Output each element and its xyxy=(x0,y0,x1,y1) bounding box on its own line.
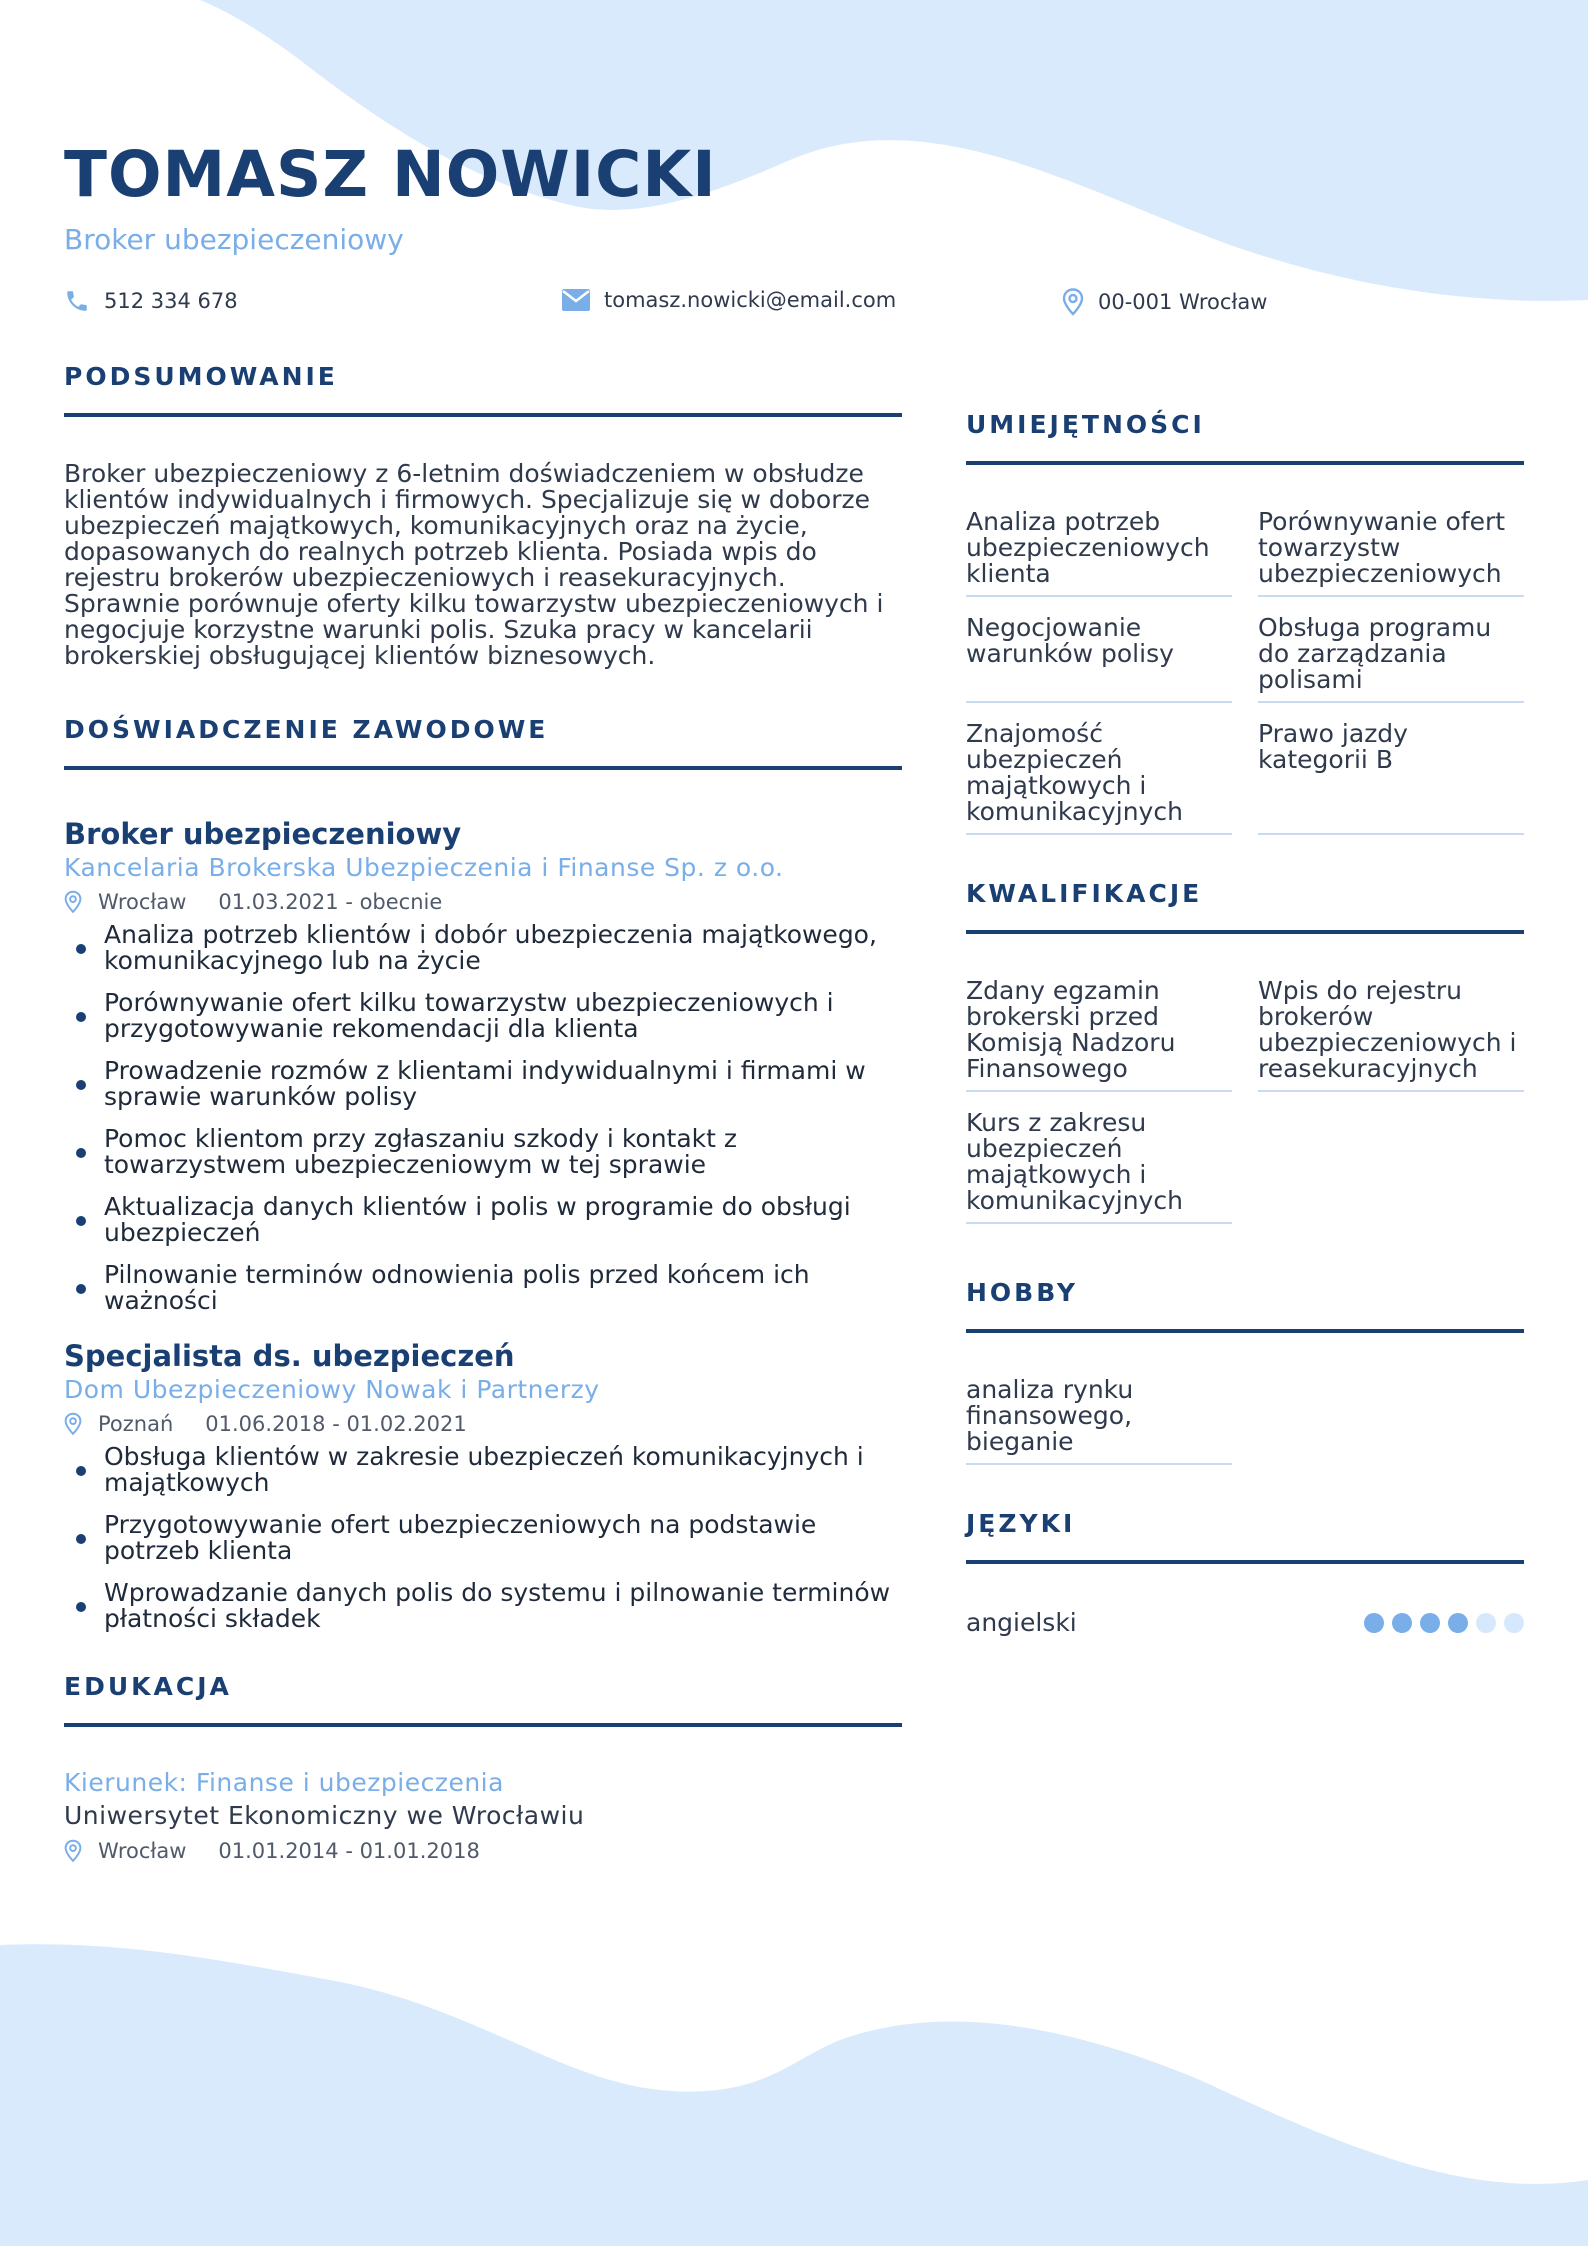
skill-item: Obsługa programu do zarządzania polisami xyxy=(1258,615,1524,703)
duty-item: Pilnowanie terminów odnowienia polis przed końcem ich ważności xyxy=(64,1262,902,1314)
summary-text: Broker ubezpieczeniowy z 6-letnim doświadczeniem w obsłudze klientów indywidualnych i firmowych. Specjalizuje się w doborze ubezpieczeń majątkowych, komunikacyjnych oraz na życie, dopasowanych do realnych potrzeb klienta. Posiada wpis do rejestru brokerów ubezpieczeniowych i reasekuracyjnych. Sprawnie porównuje oferty kilku towarzystw ubezpieczeniowych i negocjuje korzystne warunki polis. Szuka pracy w kancelarii brokerskiej obsługującej klientów biznesowych. xyxy=(64,459,884,670)
skills-grid xyxy=(966,509,1524,853)
skill-item: Analiza potrzeb ubezpieczeniowych klienta xyxy=(966,509,1232,597)
location-pin-icon xyxy=(64,1412,82,1436)
section-heading-languages: JĘZYKI xyxy=(966,1509,1076,1538)
left-column xyxy=(64,362,902,1863)
job-duties xyxy=(64,1444,902,1632)
education-entry xyxy=(64,1767,902,1863)
language-name: angielski xyxy=(966,1608,1077,1637)
job-location: Wrocław xyxy=(98,890,187,914)
level-dot-filled xyxy=(1364,1613,1384,1633)
level-dot-filled xyxy=(1392,1613,1412,1633)
qualification-item: Kurs z zakresu ubezpieczeń majątkowych i komunikacyjnych xyxy=(966,1110,1232,1224)
education-section xyxy=(64,1672,902,1863)
job-company: Kancelaria Brokerska Ubezpieczenia i Finanse Sp. z o.o. xyxy=(64,853,784,882)
section-divider xyxy=(966,1329,1524,1333)
section-divider xyxy=(64,766,902,770)
education-meta xyxy=(64,1839,902,1863)
education-school: Uniwersytet Ekonomiczny we Wrocławiu xyxy=(64,1801,585,1830)
job-entry xyxy=(64,816,902,1314)
location-text: 00-001 Wrocław xyxy=(1098,290,1268,314)
summary-section xyxy=(64,362,902,669)
job-dates: 01.03.2021 - obecnie xyxy=(218,890,443,914)
contact-location xyxy=(1062,288,1267,316)
job-dates: 01.06.2018 - 01.02.2021 xyxy=(205,1412,467,1436)
hobby-grid xyxy=(966,1377,1524,1483)
job-meta xyxy=(64,1412,902,1436)
section-divider xyxy=(64,413,902,417)
duty-item: Przygotowywanie ofert ubezpieczeniowych na podstawie potrzeb klienta xyxy=(64,1512,902,1564)
phone-icon xyxy=(64,288,90,314)
education-field: Kierunek: Finanse i ubezpieczenia xyxy=(64,1768,504,1797)
level-dot-filled xyxy=(1448,1613,1468,1633)
duty-item: Obsługa klientów w zakresie ubezpieczeń komunikacyjnych i majątkowych xyxy=(64,1444,902,1496)
section-divider xyxy=(966,1560,1524,1564)
location-pin-icon xyxy=(64,1839,82,1863)
section-heading-skills: UMIEJĘTNOŚCI xyxy=(966,410,1205,439)
hobby-item: analiza rynku finansowego, bieganie xyxy=(966,1377,1232,1465)
candidate-role: Broker ubezpieczeniowy xyxy=(64,223,404,256)
mail-icon xyxy=(562,289,590,311)
duty-item: Porównywanie ofert kilku towarzystw ubezpieczeniowych i przygotowywanie rekomendacji dla klienta xyxy=(64,990,902,1042)
location-pin-icon xyxy=(64,890,82,914)
skills-section xyxy=(966,410,1524,853)
phone-text: 512 334 678 xyxy=(104,289,238,313)
experience-section xyxy=(64,715,902,1632)
qualifications-grid xyxy=(966,978,1524,1242)
section-heading-summary: PODSUMOWANIE xyxy=(64,362,338,391)
language-row xyxy=(966,1608,1524,1637)
job-location: Poznań xyxy=(98,1412,174,1436)
section-heading-education: EDUKACJA xyxy=(64,1672,232,1701)
qualification-item: Zdany egzamin brokerski przed Komisją Nadzoru Finansowego xyxy=(966,978,1232,1092)
section-heading-qualifications: KWALIFIKACJE xyxy=(966,879,1203,908)
contact-phone[interactable] xyxy=(64,288,238,314)
contact-email[interactable] xyxy=(562,288,896,312)
level-dot-empty xyxy=(1504,1613,1524,1633)
job-title: Specjalista ds. ubezpieczeń xyxy=(64,1339,515,1373)
location-pin-icon xyxy=(1062,288,1084,316)
right-column xyxy=(966,410,1524,1637)
section-divider xyxy=(966,461,1524,465)
duty-item: Prowadzenie rozmów z klientami indywidualnymi i firmami w sprawie warunków polisy xyxy=(64,1058,902,1110)
education-dates: 01.01.2014 - 01.01.2018 xyxy=(218,1839,480,1863)
candidate-name: TOMASZ NOWICKI xyxy=(64,138,717,211)
qualification-item: Wpis do rejestru brokerów ubezpieczeniowych i reasekuracyjnych xyxy=(1258,978,1524,1092)
email-text: tomasz.nowicki@email.com xyxy=(604,288,897,312)
job-company: Dom Ubezpieczeniowy Nowak i Partnerzy xyxy=(64,1375,600,1404)
section-divider xyxy=(966,930,1524,934)
duty-item: Analiza potrzeb klientów i dobór ubezpieczenia majątkowego, komunikacyjnego lub na życie xyxy=(64,922,902,974)
skill-item: Prawo jazdy kategorii B xyxy=(1258,721,1524,835)
duty-item: Aktualizacja danych klientów i polis w programie do obsługi ubezpieczeń xyxy=(64,1194,902,1246)
qualifications-section xyxy=(966,879,1524,1242)
level-dot-filled xyxy=(1420,1613,1440,1633)
skill-item: Znajomość ubezpieczeń majątkowych i komunikacyjnych xyxy=(966,721,1232,835)
job-meta xyxy=(64,890,902,914)
language-level-dots xyxy=(1364,1613,1524,1633)
skill-item: Porównywanie ofert towarzystw ubezpieczeniowych xyxy=(1258,509,1524,597)
level-dot-empty xyxy=(1476,1613,1496,1633)
duty-item: Pomoc klientom przy zgłaszaniu szkody i kontakt z towarzystwem ubezpieczeniowym w tej sprawie xyxy=(64,1126,902,1178)
hobby-section xyxy=(966,1278,1524,1483)
section-heading-experience: DOŚWIADCZENIE ZAWODOWE xyxy=(64,715,549,744)
skill-item: Negocjowanie warunków polisy xyxy=(966,615,1232,703)
job-title: Broker ubezpieczeniowy xyxy=(64,817,462,851)
section-divider xyxy=(64,1723,902,1727)
section-heading-hobby: HOBBY xyxy=(966,1278,1079,1307)
duty-item: Wprowadzanie danych polis do systemu i pilnowanie terminów płatności składek xyxy=(64,1580,902,1632)
job-entry xyxy=(64,1338,902,1632)
languages-section xyxy=(966,1509,1524,1637)
job-duties xyxy=(64,922,902,1314)
education-location: Wrocław xyxy=(98,1839,187,1863)
